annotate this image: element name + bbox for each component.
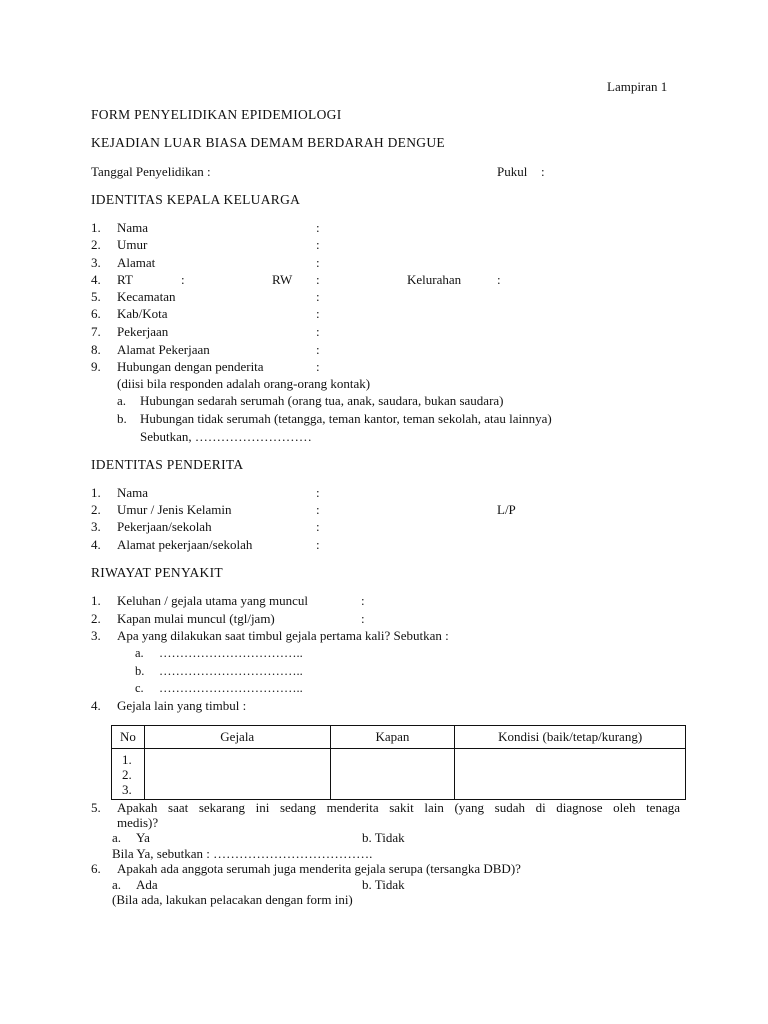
riwayat-colon-1: :	[361, 593, 365, 608]
kepala-num-6: 6.	[91, 306, 101, 321]
form-subtitle: KEJADIAN LUAR BIASA DEMAM BERDARAH DENGUE	[91, 135, 445, 150]
riwayat-colon-2: :	[361, 611, 365, 626]
kepala-sub-b-mark: b.	[117, 411, 127, 426]
kepala-label-rt: RT	[117, 272, 133, 287]
kepala-label-alamat-pekerjaan: Alamat Pekerjaan	[117, 342, 210, 357]
riwayat-q4: Gejala lain yang timbul :	[117, 698, 247, 713]
kepala-num-4: 4.	[91, 272, 101, 287]
riwayat-num-4: 4.	[91, 698, 101, 713]
kepala-colon-3: :	[316, 255, 320, 270]
riwayat-q3-b-dots: ……………………………..	[159, 664, 303, 678]
kepala-sub-a: Hubungan sedarah serumah (orang tua, anak, saudara, bukan saudara)	[140, 393, 504, 408]
kepala-sebutkan: Sebutkan, ………………………	[140, 429, 312, 444]
kepala-label-umur: Umur	[117, 237, 148, 252]
kepala-num-3: 3.	[91, 255, 101, 270]
riwayat-q6-note: (Bila ada, lakukan pelacakan dengan form ini)	[112, 892, 353, 907]
kepala-label-kecamatan: Kecamatan	[117, 289, 176, 304]
kepala-colon-rw: :	[316, 272, 320, 287]
riwayat-num-3: 3.	[91, 628, 101, 643]
kepala-num-5: 5.	[91, 289, 101, 304]
kepala-num-1: 1.	[91, 220, 101, 235]
gejala-table	[111, 725, 686, 800]
riwayat-q5-b: b. Tidak	[362, 830, 405, 845]
pukul-colon: :	[541, 164, 545, 179]
riwayat-q5-bila: Bila Ya, sebutkan : ……………………………….	[112, 846, 373, 861]
riwayat-q3-c-dots: ……………………………..	[159, 681, 303, 695]
kepala-label-kelurahan: Kelurahan	[407, 272, 462, 287]
riwayat-q6-a: Ada	[136, 877, 158, 892]
kepala-colon-1: :	[316, 220, 320, 235]
kepala-colon-5: :	[316, 289, 320, 304]
header-kapan: Kapan	[330, 726, 455, 749]
pukul-label: Pukul	[497, 164, 528, 179]
riwayat-q1: Keluhan / gejala utama yang muncul	[117, 593, 308, 608]
kepala-colon-kelurahan: :	[497, 272, 501, 287]
row-numbers	[112, 749, 145, 800]
form-title: FORM PENYELIDIKAN EPIDEMIOLOGI	[91, 107, 342, 122]
kepala-colon-8: :	[316, 342, 320, 357]
gejala-table-row	[112, 749, 686, 800]
kepala-label-hubungan: Hubungan dengan penderita	[117, 359, 264, 374]
kepala-label-kabkota: Kab/Kota	[117, 306, 168, 321]
penderita-colon-4: :	[316, 537, 320, 552]
riwayat-q3: Apa yang dilakukan saat timbul gejala pertama kali? Sebutkan :	[117, 628, 449, 643]
riwayat-num-2: 2.	[91, 611, 101, 626]
row-number-1: 1.	[122, 752, 132, 767]
row-number-3: 3.	[122, 782, 132, 797]
penderita-label-alamat: Alamat pekerjaan/sekolah	[117, 537, 253, 552]
header-gejala: Gejala	[144, 726, 330, 749]
kepala-heading: IDENTITAS KEPALA KELUARGA	[91, 192, 301, 207]
penderita-num-3: 3.	[91, 519, 101, 534]
kepala-num-9: 9.	[91, 359, 101, 374]
penderita-num-1: 1.	[91, 485, 101, 500]
riwayat-q6: Apakah ada anggota serumah juga menderita gejala serupa (tersangka DBD)?	[117, 861, 521, 876]
riwayat-q5-a-mark: a.	[112, 830, 122, 845]
riwayat-q3-c-mark: c.	[135, 681, 144, 695]
kepala-colon-rt: :	[181, 272, 185, 287]
riwayat-q2: Kapan mulai muncul (tgl/jam)	[117, 611, 275, 626]
penderita-colon-3: :	[316, 519, 320, 534]
penderita-num-2: 2.	[91, 502, 101, 517]
kepala-num-2: 2.	[91, 237, 101, 252]
kondisi-cell[interactable]	[455, 749, 686, 800]
penderita-colon-2: :	[316, 502, 320, 517]
gejala-table-header	[112, 726, 686, 749]
kepala-colon-9: :	[316, 359, 320, 374]
riwayat-num-5: 5.	[91, 800, 101, 815]
row-number-2: 2.	[122, 767, 132, 782]
kepala-label-alamat: Alamat	[117, 255, 156, 270]
penderita-label-umur-jk: Umur / Jenis Kelamin	[117, 502, 232, 517]
kepala-num-8: 8.	[91, 342, 101, 357]
kepala-label-rw: RW	[272, 272, 293, 287]
kepala-colon-2: :	[316, 237, 320, 252]
riwayat-q3-a-mark: a.	[135, 646, 144, 660]
kapan-cell[interactable]	[330, 749, 455, 800]
penderita-label-nama: Nama	[117, 485, 149, 500]
kepala-sub-a-mark: a.	[117, 393, 127, 408]
riwayat-q5-a: Ya	[136, 830, 150, 845]
riwayat-num-6: 6.	[91, 861, 101, 876]
penderita-label-pekerjaan: Pekerjaan/sekolah	[117, 519, 212, 534]
kepala-colon-6: :	[316, 306, 320, 321]
kepala-label-nama: Nama	[117, 220, 149, 235]
penderita-colon-1: :	[316, 485, 320, 500]
riwayat-heading: RIWAYAT PENYAKIT	[91, 565, 223, 580]
penderita-heading: IDENTITAS PENDERITA	[91, 457, 244, 472]
kepala-note: (diisi bila responden adalah orang-orang kontak)	[117, 376, 371, 391]
header-no: No	[112, 726, 145, 749]
kepala-num-7: 7.	[91, 324, 101, 339]
riwayat-q5-line1: Apakah saat sekarang ini sedang menderita sakit lain (yang sudah di diagnose oleh tenaga	[117, 800, 680, 815]
kepala-label-pekerjaan: Pekerjaan	[117, 324, 169, 339]
riwayat-q6-b: b. Tidak	[362, 877, 405, 892]
kepala-colon-7: :	[316, 324, 320, 339]
riwayat-num-1: 1.	[91, 593, 101, 608]
kepala-sub-b: Hubungan tidak serumah (tetangga, teman kantor, teman sekolah, atau lainnya)	[140, 411, 552, 426]
penderita-lp: L/P	[497, 502, 516, 517]
riwayat-q3-b-mark: b.	[135, 664, 145, 678]
lampiran-label: Lampiran 1	[607, 79, 668, 94]
riwayat-q3-a-dots: ……………………………..	[159, 646, 303, 660]
riwayat-q5-line2: medis)?	[117, 815, 159, 830]
tanggal-label: Tanggal Penyelidikan :	[91, 164, 211, 179]
riwayat-q6-a-mark: a.	[112, 877, 122, 892]
header-kondisi: Kondisi (baik/tetap/kurang)	[455, 726, 686, 749]
gejala-cell[interactable]	[144, 749, 330, 800]
penderita-num-4: 4.	[91, 537, 101, 552]
